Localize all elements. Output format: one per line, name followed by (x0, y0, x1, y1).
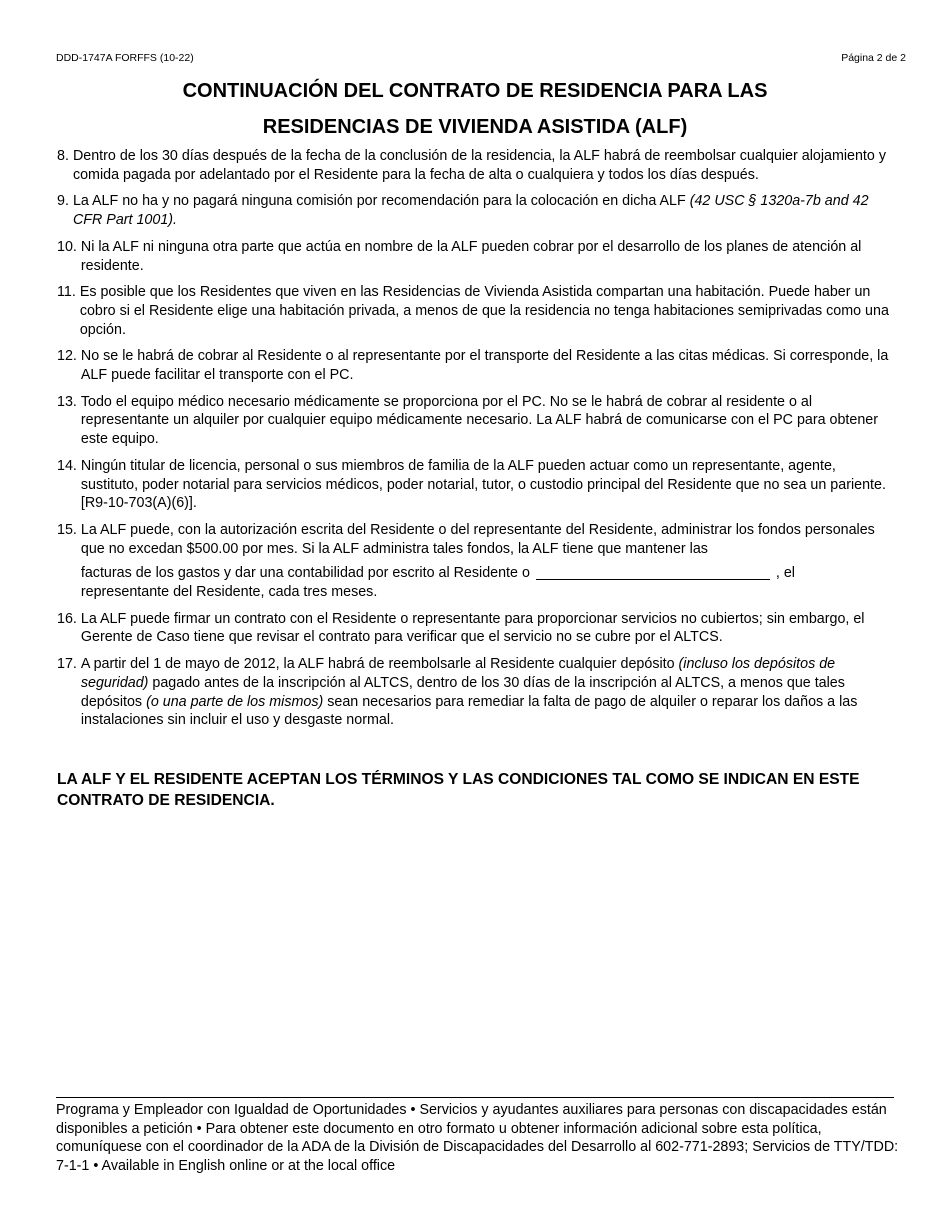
item-text: La ALF puede firmar un contrato con el Residente o representante para proporcionar servicios no cubiertos; sin embargo, el Gerente de Caso tiene que revisar el contrato para verificar que el servicio no se cubre por el ALTCS. (80, 610, 865, 646)
item-number: 10. (57, 238, 77, 255)
item-number: 12. (57, 348, 77, 365)
item-body (73, 192, 897, 229)
page-title-line-1: CONTINUACIÓN DEL CONTRATO DE RESIDENCIA PARA LAS (182, 80, 768, 102)
list-item-9 (57, 192, 897, 229)
footer-text: Programa y Empleador con Igualdad de Oportunidades • Servicios y ayudantes auxiliares para personas con discapacidades están disponibles a petición • Para obtener este documento en otro formato u obtener información adicional sobre esta política, comuníquese con el coordinador de la ADA de la División de Discapacidades del Desarrollo al 602-771-2893; Servicios de TTY/TDD: 7-1-1 • Available in English online or at the local office (56, 1102, 899, 1174)
item-text: Ni la ALF ni ninguna otra parte que actúa en nombre de la ALF pueden cobrar por el desarrollo de los planes de atención al residente. (80, 238, 862, 274)
item-text-part-3: sean necesarios para remediar la falta de pago de alquiler o reparar los daños a las instalaciones sin incluir el uso y desgaste normal. (80, 693, 858, 729)
agreement-statement: LA ALF Y EL RESIDENTE ACEPTAN LOS TÉRMINOS Y LAS CONDICIONES TAL COMO SE INDICAN EN ESTE CONTRATO DE RESIDENCIA. (57, 771, 860, 809)
item-text: Es posible que los Residentes que viven en las Residencias de Vivienda Asistida compartan una habitación. Puede haber un cobro si el Residente elige una habitación privada, a menos de que la residencia no tenga habitaciones semiprivadas como una opción. (79, 284, 889, 338)
blank-line-after: , el (775, 565, 795, 582)
item-number: 14. (57, 457, 77, 474)
item-tail: representante del Residente, cada tres meses. (80, 584, 378, 601)
list-item-12 (57, 347, 897, 384)
list-item-14 (57, 457, 897, 513)
item-text: No se le habrá de cobrar al Residente o al representante por el transporte del Residente a las citas médicas. Si corresponde, la ALF puede facilitar el transporte con el PC. (80, 348, 889, 384)
item-citation: (42 USC § 1320a-7b and 42 CFR Part 1001). (72, 193, 869, 229)
item-number: 11. (57, 284, 76, 301)
blank-line-before: facturas de los gastos y dar una contabilidad por escrito al Residente o (80, 565, 530, 582)
list-item-15 (57, 521, 897, 602)
footer-divider (56, 1097, 894, 1098)
item-number: 13. (57, 393, 77, 410)
form-id: DDD-1747A FORFFS (10-22) (56, 52, 194, 64)
item-italic-1: (incluso los depósitos de seguridad) (80, 656, 836, 691)
list-item-17 (57, 655, 897, 730)
representative-name-field[interactable] (536, 565, 770, 580)
page-title-line-2: RESIDENCIAS DE VIVIENDA ASISTIDA (ALF) (262, 116, 688, 138)
list-item-16 (57, 610, 897, 647)
list-item-10 (57, 238, 897, 275)
list-item-13 (57, 393, 897, 449)
page-number: Página 2 de 2 (841, 52, 906, 64)
item-text: La ALF puede, con la autorización escrita del Residente o del representante del Residente, administrar los fondos personales que no excedan $500.00 por mes. Si la ALF administra tales fondos, la ALF tiene que mantener las (80, 521, 875, 557)
item-text: Dentro de los 30 días después de la fecha de la conclusión de la residencia, la ALF habrá de reembolsar cualquier alojamiento y comida pagada por adelantado por el Residente para la fecha de alta o cualquiera y todos los días después. (72, 148, 886, 183)
item-number: 15. (57, 521, 77, 538)
list-item-8 (57, 147, 897, 184)
item-text: Todo el equipo médico necesario médicamente se proporciona por el PC. No se le habrá de cobrar al residente o al representante un alquiler por cualquier equipo médicamente necesario. La ALF habrá de comunicarse con el PC para obtener este equipo. (80, 393, 879, 448)
item-body (81, 655, 897, 730)
contract-items (57, 147, 897, 738)
item-text-part-1: A partir del 1 de mayo de 2012, la ALF habrá de reembolsarle al Residente cualquier depósito (80, 656, 679, 673)
item-italic-2: (o una parte de los mismos) (146, 693, 324, 710)
item-text-part-2: pagado antes de la inscripción al ALTCS, dentro de los 30 días de la inscripción al ALTCS, a menos que tales depósitos (80, 674, 845, 710)
item-number: 9. (57, 193, 69, 210)
item-number: 8. (57, 148, 69, 164)
item-text: La ALF no ha y no pagará ninguna comisión por recomendación para la colocación en dicha ALF (72, 193, 690, 210)
item-number: 16. (57, 610, 77, 627)
list-item-11 (57, 283, 897, 339)
blank-line-row (81, 564, 897, 583)
item-text: Ningún titular de licencia, personal o sus miembros de familia de la ALF pueden actuar como un representante, agente, sustituto, poder notarial para servicios médicos, poder notarial, tutor, o custodio principal del Residente que no sea un pariente. [R9-10-703(A)(6)]. (80, 457, 886, 512)
item-body (81, 521, 897, 602)
item-number: 17. (57, 656, 77, 673)
